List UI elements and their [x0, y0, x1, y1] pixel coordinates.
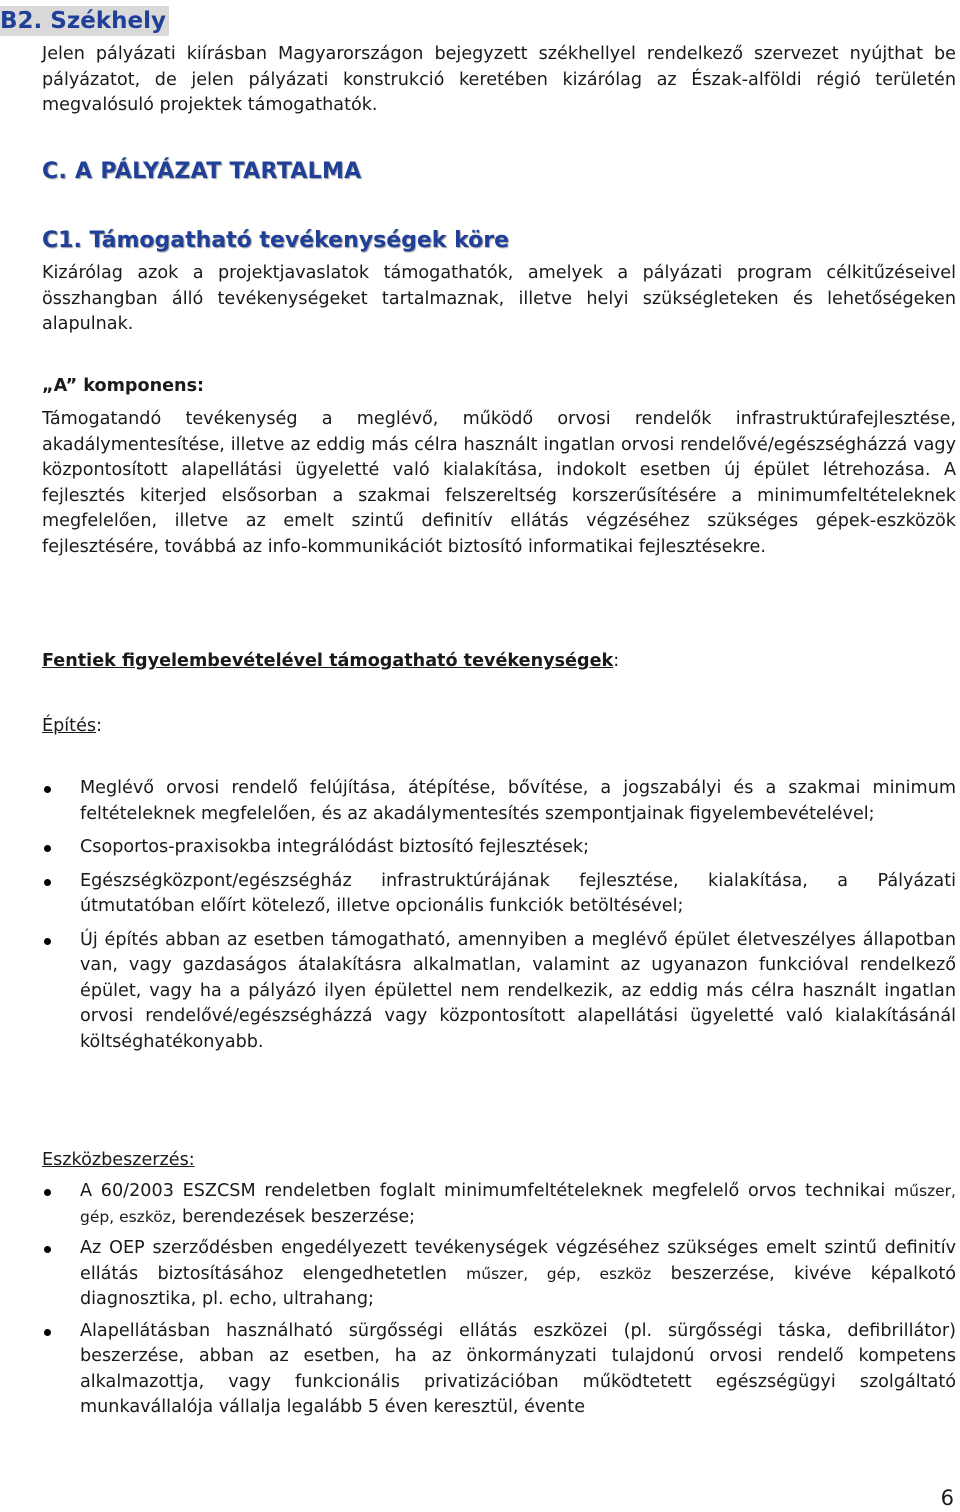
page-number: 6 — [940, 1486, 954, 1510]
list-item-text: Meglévő orvosi rendelő felújítása, átépítése, bővítése, a jogszabályi és a szakmai minimum feltételeknek megfelelően, és az akadálymentesítés szempontjainak figyelembevételével; — [80, 778, 956, 824]
bullet-icon — [44, 786, 51, 793]
list-item-text: Alapellátásban használható sürgősségi ellátás eszközei (pl. sürgősségi táska, defibrillátor) beszerzése, abban az esetben, ha az önkormányzati tulajdonú orvosi rendelő kompetens alkalmazottja, vagy funkcionális privatizációban működtetett egészségügyi szolgáltató munkavállalója vállalja legalább 5 éven keresztül, évente — [80, 1320, 956, 1417]
list-item-text: Új építés abban az esetben támogatható, amennyiben a meglévő épület életveszélyes állapotban van, vagy gazdaságos átalakításra alkalmatlan, valamint az ugyanazon funkcióval rendelkező épület, vagy ha a pályázó ilyen épülettel nem rendelkezik, az eddig más célra használt ingatlan orvosi rendelővé/egészségházzá vagy központosított alapellátási ügyeletté való kialakításánál költséghatékonyabb. — [80, 929, 956, 1052]
list-item-text: Egészségközpont/egészségház infrastruktúrájának fejlesztése, kialakítása, a Pályázati útmutatóban előírt kötelező, illetve opcionális funkciók betöltésével; — [80, 870, 956, 916]
bullet-icon — [44, 1329, 51, 1336]
a-component-label: „A” komponens: — [42, 376, 205, 396]
construction-label — [42, 714, 102, 740]
construction-colon: : — [96, 716, 102, 736]
list-item — [42, 1319, 956, 1421]
list-item-text-b: , berendezések beszerzése; — [170, 1206, 416, 1227]
construction-title: Építés — [42, 716, 97, 736]
equipment-label: Eszközbeszerzés: — [42, 1150, 195, 1170]
bullet-icon — [44, 845, 51, 852]
bullet-icon — [44, 1189, 51, 1196]
list-item — [42, 1236, 956, 1313]
section-c1-heading: C1. Támogatható tevékenységek köre — [42, 228, 509, 253]
list-item — [42, 869, 956, 920]
list-item-text-small: műszer, gép, eszköz — [80, 1182, 956, 1226]
list-item — [42, 1179, 956, 1230]
bullet-icon — [44, 879, 51, 886]
supported-activities-colon: : — [613, 651, 620, 671]
section-b2-heading: B2. Székhely — [0, 6, 169, 36]
list-item-text-a: Az OEP szerződésben engedélyezett tevékenységek végzéséhez szükséges emelt szintű definitív ellátás biztosításához elengedhetetlen — [80, 1238, 956, 1284]
bullet-icon — [44, 1246, 51, 1253]
a-component-text: Támogatandó tevékenység a meglévő, működő orvosi rendelők infrastruktúrafejlesztése, akadálymentesítése, illetve az eddig más célra használt ingatlan orvosi rendelővé/egészségházzá vagy központosított alapellátási ügyeletté való kialakítása, indokolt esetben új épület létrehozása. A fejlesztés kiterjed elsősorban a szakmai felszereltség korszerűsítésére a minimumfeltételeknek megfelelően, illetve az emelt szintű definitív ellátás végzéséhez szükséges gépek-eszközök fejlesztésére, továbbá az info-kommunikációt biztosító informatikai fejlesztésekre. — [42, 409, 956, 557]
list-item-text-a: A 60/2003 ESZCSM rendeletben foglalt minimumfeltételeknek megfelelő orvos technikai — [80, 1181, 895, 1201]
section-c-heading: C. A PÁLYÁZAT TARTALMA — [42, 159, 362, 184]
list-item-text-small: műszer, gép, eszköz — [466, 1264, 652, 1283]
section-b2-text: Jelen pályázati kiírásban Magyarországon bejegyzett székhellyel rendelkező szervezet nyújthat be pályázatot, de jelen pályázati konstrukció keretében kizárólag az Észak-alföldi régió területén megvalósuló projektek támogathatók. — [42, 44, 956, 115]
section-c1-text: Kizárólag azok a projektjavaslatok támogathatók, amelyek a pályázati program célkitűzéseivel összhangban álló tevékenységeket tartalmaznak, illetve helyi szükségleteken és lehetőségeken alapulnak. — [42, 263, 956, 334]
bullet-icon — [44, 938, 51, 945]
list-item — [42, 835, 956, 861]
list-item-text: Csoportos-praxisokba integrálódást biztosító fejlesztések; — [80, 837, 590, 857]
equipment-list — [42, 1179, 956, 1421]
supported-activities-heading — [42, 649, 619, 675]
supported-activities-title: Fentiek figyelembevételével támogatható tevékenységek — [42, 651, 614, 671]
list-item — [42, 928, 956, 1056]
list-item-text-b: beszerzése, kivéve képalkotó diagnosztika, pl. echo, ultrahang; — [80, 1263, 956, 1309]
list-item — [42, 776, 956, 827]
construction-list — [42, 776, 956, 1055]
